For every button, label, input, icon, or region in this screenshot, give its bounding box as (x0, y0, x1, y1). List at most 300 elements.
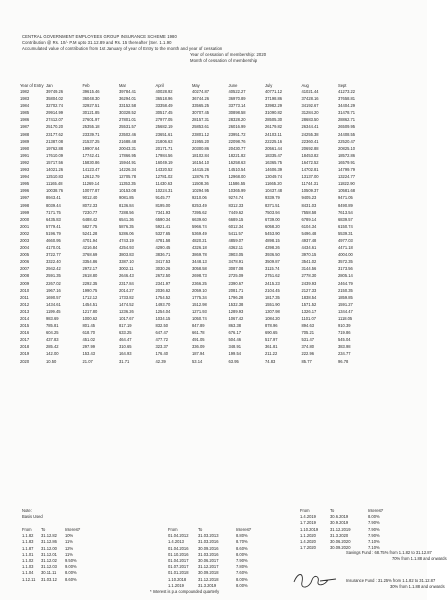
value-cell: 11430.63 (155, 181, 173, 187)
value-cell: 31090.82 (265, 110, 283, 116)
value-cell: 5539.31 (338, 230, 353, 236)
year-cell: 1998 (20, 202, 30, 208)
value-cell: 1034.15 (155, 316, 171, 321)
value-cell: 4898.15 (265, 237, 280, 243)
value-cell: 33982.29 (265, 103, 283, 109)
value-cell: 705.21 (301, 330, 315, 336)
value-cell: 1859.85 (338, 294, 353, 300)
value-cell: 33152.58 (119, 103, 137, 109)
value-cell: 1271.93 (192, 308, 207, 314)
table-row (20, 294, 375, 301)
year-cell: 2000 (20, 216, 30, 222)
value-cell: 12968.00 (228, 174, 246, 180)
value-cell: 37658.81 (338, 96, 356, 102)
value-cell: 832.50 (155, 323, 169, 329)
to-date: 31.3.2019 (198, 582, 217, 588)
value-cell: 1344.47 (338, 308, 353, 314)
to-header: To (198, 527, 203, 532)
value-cell: 1591.27 (338, 301, 353, 307)
value-cell: 1017.67 (119, 316, 134, 321)
value-cell: 14702.81 (301, 167, 319, 173)
value-cell: 1754.52 (155, 294, 171, 300)
value-cell: 9145.77 (155, 195, 171, 201)
value-cell: 30121.85 (82, 110, 100, 116)
value-cell: 1551.90 (265, 301, 280, 307)
value-cell: 2439.93 (301, 280, 317, 286)
value-cell: 11822.90 (338, 181, 355, 187)
value-cell: 1512.98 (192, 301, 207, 307)
value-cell: 2805.14 (338, 273, 353, 279)
value-cell: 40028.92 (155, 89, 173, 94)
value-cell: 1067.42 (228, 316, 244, 321)
value-cell: 23951.72 (228, 131, 246, 137)
value-cell: 25170.20 (46, 124, 64, 130)
from-date: 1.1.02 (22, 558, 34, 564)
table-row (20, 109, 375, 116)
value-cell: 3387.10 (119, 259, 134, 265)
value-cell: 8431.03 (301, 202, 317, 208)
value-cell: 5921.41 (155, 223, 171, 229)
value-cell: 11165.48 (46, 181, 63, 187)
interest-rate: 8.00% (236, 551, 248, 557)
value-cell: 6488.42 (82, 216, 98, 222)
value-cell: 2292.35 (82, 280, 98, 286)
to-date: 31.12.00 (41, 545, 57, 551)
value-cell: 40771.12 (265, 89, 283, 94)
value-cell: 33358.49 (155, 103, 173, 109)
from-date: 01.04.2016 (168, 545, 189, 551)
table-row (20, 287, 375, 294)
value-cell: 661.78 (192, 330, 205, 336)
value-cell: 96.78 (338, 358, 349, 364)
to-date: 31.03.12 (41, 576, 57, 582)
table-row (20, 223, 375, 230)
from-date: 01.01.2018 (168, 570, 189, 576)
value-cell: 8072.33 (82, 202, 98, 208)
month-header: April (155, 83, 164, 88)
value-cell: 30517.45 (155, 110, 173, 116)
value-cell: 2317.84 (119, 280, 134, 286)
value-cell: 2104.45 (265, 287, 280, 293)
year-cell: 2004 (20, 245, 30, 251)
value-cell: 31478.71 (338, 110, 356, 116)
value-cell: 1101.07 (301, 316, 316, 321)
interest-rate: 8.00% (236, 576, 248, 582)
value-cell: 16154.10 (192, 159, 210, 165)
to-date: 31.12.02 (41, 558, 57, 564)
table-row (20, 138, 375, 145)
table-row (20, 180, 375, 187)
rate-row (168, 570, 258, 576)
value-cell: 4004.00 (338, 252, 353, 258)
value-cell: 3448.13 (192, 259, 207, 265)
value-cell: 199.54 (228, 351, 242, 357)
year-cell: 2003 (20, 237, 30, 243)
value-cell: 5327.65 (155, 230, 171, 236)
to-date: 31.03.2013 (198, 533, 219, 539)
table-row (20, 187, 375, 194)
year-cell: 1986 (20, 117, 30, 123)
value-cell: 3936.50 (265, 252, 280, 258)
value-cell: 17742.41 (82, 152, 100, 158)
signature-mark (290, 568, 340, 592)
value-cell: 4660.95 (46, 237, 61, 243)
interest-rate: 7.60% (236, 570, 248, 576)
value-cell: 5496.48 (301, 230, 317, 236)
value-cell: 4859.07 (228, 237, 244, 243)
value-cell: 336.09 (192, 344, 205, 350)
value-cell: 8136.84 (119, 202, 134, 208)
value-cell: 633.25 (119, 330, 132, 336)
value-cell: 30707.45 (192, 110, 210, 116)
value-cell: 164.93 (119, 351, 132, 357)
value-cell: 31284.20 (301, 110, 319, 116)
value-cell: 3173.56 (338, 266, 353, 272)
year-cell: 1997 (20, 195, 30, 201)
value-cell: 618.70 (82, 330, 96, 336)
year-cell: 2012 (20, 301, 30, 307)
value-cell: 2972.17 (82, 266, 98, 272)
value-cell: 8253.49 (192, 202, 207, 208)
interest-header: Interest* (65, 527, 81, 532)
month-header: May (192, 83, 200, 88)
value-cell: 10581.68 (338, 188, 356, 194)
year-cell: 2013 (20, 308, 30, 314)
value-cell: 234.77 (338, 351, 351, 357)
interest-rate: 10% (65, 533, 74, 539)
value-cell: 28862.71 (338, 117, 356, 123)
value-cell: 20171.71 (155, 145, 173, 151)
value-cell: 383.98 (338, 344, 351, 350)
value-cell: 176.40 (155, 351, 169, 357)
year-cell: 1989 (20, 138, 30, 144)
value-cell: 14606.39 (265, 167, 283, 173)
month-header: July (265, 83, 273, 88)
table-row (20, 173, 375, 180)
value-cell: 14320.52 (155, 167, 173, 173)
interest-rate: 8.00% (65, 570, 77, 576)
value-cell: 34404.29 (338, 103, 356, 109)
value-cell: 53.14 (192, 358, 203, 364)
value-cell: 477.72 (155, 337, 169, 343)
value-cell: 22098.76 (228, 138, 246, 144)
value-cell: 17866.95 (119, 152, 137, 158)
year-cell: 1994 (20, 174, 30, 180)
value-cell: 40274.87 (192, 89, 210, 94)
value-cell: 1990.75 (82, 287, 98, 293)
to-date: 30.09.2018 (198, 570, 219, 576)
value-cell: 28683.50 (301, 117, 319, 123)
value-cell: 14415.26 (192, 167, 210, 173)
value-cell: 2942.42 (46, 266, 61, 272)
value-cell: 3903.05 (228, 252, 244, 258)
month-header: Mar (119, 83, 127, 88)
value-cell: 33773.14 (228, 103, 246, 109)
value-cell: 30898.58 (228, 110, 246, 116)
from-date: 1.10.2019 (300, 526, 319, 532)
value-cell: 1217.80 (82, 308, 98, 314)
value-cell: 1967.16 (46, 287, 61, 293)
table-row (20, 358, 375, 365)
year-of-entry-header: Year of Entry (20, 83, 44, 88)
interest-header: Interest* (236, 527, 252, 532)
value-cell: 348.91 (228, 344, 242, 350)
value-cell: 211.22 (265, 351, 278, 357)
savings-fund-label: Savings Fund : (346, 550, 374, 555)
table-row (20, 131, 375, 138)
value-cell: 676.17 (228, 330, 242, 336)
year-cell: 2019 (20, 351, 30, 357)
value-cell: 1712.12 (82, 294, 98, 300)
value-cell: 8312.33 (228, 202, 244, 208)
value-cell: 8490.89 (338, 202, 353, 208)
table-row (20, 145, 375, 152)
value-cell: 31.71 (119, 358, 130, 364)
from-date: 01.07.2017 (168, 564, 189, 570)
to-date: 31.12.01 (41, 551, 57, 557)
value-cell: 2366.25 (192, 280, 207, 286)
value-cell: 10153.08 (119, 188, 137, 194)
to-date: 30.06.2020 (330, 539, 351, 545)
value-cell: 6150.74 (338, 223, 353, 229)
value-cell: 4434.61 (301, 245, 317, 251)
value-cell: 361.81 (265, 344, 278, 350)
year-cell: 2017 (20, 337, 30, 343)
contribution-line: Contribution @ Rs. 10/- P.M upto 31.12.89 and Rs. 15 thereafter (Ser. 1.1.90 (22, 40, 172, 45)
value-cell: 36518.96 (155, 96, 173, 102)
value-cell: 5453.90 (265, 230, 280, 236)
table-row (20, 152, 375, 159)
value-cell: 3115.74 (265, 266, 280, 272)
value-cell: 24103.11 (265, 131, 282, 137)
interest-rate: 11% (65, 551, 73, 557)
year-cell: 2018 (20, 344, 30, 350)
value-cell: 7171.75 (46, 209, 61, 215)
from-header: From (300, 508, 310, 513)
from-date: 1.1.83 (22, 539, 34, 545)
interest-rate: 9.50% (65, 558, 77, 564)
to-header: To (41, 527, 46, 532)
basis-label: Basis Used (22, 514, 43, 520)
value-cell: 13049.74 (265, 174, 283, 180)
value-cell: 27601.97 (82, 117, 100, 123)
value-cell: 817.19 (119, 323, 132, 329)
value-cell: 6839.57 (338, 216, 353, 222)
value-cell: 1289.93 (228, 308, 244, 314)
table-row (20, 308, 375, 315)
value-cell: 1474.52 (119, 301, 134, 307)
value-cell: 7395.62 (192, 209, 207, 215)
description-line: Accumulated value of contribution from 1st January of year of Entry to the month and year of cessation (22, 46, 223, 51)
value-cell: 8943.41 (46, 195, 61, 201)
value-cell: 2150.35 (338, 287, 353, 293)
value-cell: 74.83 (265, 358, 276, 364)
value-cell: 12705.78 (119, 174, 137, 180)
table-row (20, 258, 375, 265)
value-cell: 36294.01 (119, 96, 137, 102)
value-cell: 3722.77 (46, 252, 61, 258)
value-cell: 1236.26 (119, 308, 134, 314)
from-date: 01.10.2016 (168, 551, 189, 557)
from-date: 01.04.2012 (168, 533, 189, 539)
value-cell: 8039.44 (46, 202, 61, 208)
value-cell: 690.65 (265, 330, 278, 336)
value-cell: 3541.02 (301, 259, 317, 265)
value-cell: 491.05 (192, 337, 205, 343)
value-cell: 5241.28 (82, 230, 98, 236)
value-cell: 26509.95 (338, 124, 356, 130)
value-cell: 2591.35 (46, 273, 61, 279)
value-cell: 1817.35 (265, 294, 280, 300)
from-date: 1.12.11 (22, 576, 36, 582)
value-cell: 142.00 (46, 351, 59, 357)
value-cell: 9012.40 (82, 195, 98, 201)
table-row (20, 329, 375, 336)
interest-rate: 11% (65, 539, 73, 545)
year-cell: 2014 (20, 316, 30, 321)
value-cell: 41021.44 (301, 89, 319, 94)
value-cell: 647.47 (155, 330, 169, 336)
value-cell: 297.99 (82, 344, 96, 350)
value-cell: 10294.95 (192, 188, 210, 194)
value-cell: 323.37 (155, 344, 169, 350)
value-cell: 23502.46 (119, 131, 137, 137)
value-cell: 30328.52 (119, 110, 137, 116)
contribution-table (20, 83, 375, 365)
from-date: 1.1.04 (22, 570, 34, 576)
value-cell: 6789.14 (301, 216, 317, 222)
value-cell: 5369.49 (192, 230, 207, 236)
value-cell: 1434.61 (46, 301, 61, 307)
value-cell: 10365.99 (228, 188, 246, 194)
table-row (20, 194, 375, 201)
value-cell: 11508.36 (192, 181, 209, 187)
value-cell: 3354.86 (82, 259, 98, 265)
value-cell: 26344.41 (301, 124, 319, 130)
to-header: To (330, 508, 335, 513)
to-date: 30.09.2020 (330, 545, 351, 551)
year-cell: 2005 (20, 252, 30, 258)
table-row (20, 336, 375, 343)
value-cell: 4820.21 (192, 237, 207, 243)
table-body (20, 88, 375, 365)
value-cell: 2725.09 (228, 273, 244, 279)
table-row (20, 265, 375, 272)
value-cell: 11586.55 (228, 181, 246, 187)
table-row (20, 280, 375, 287)
value-cell: 6739.00 (265, 216, 280, 222)
year-cell: 2016 (20, 330, 30, 336)
value-cell: 5966.74 (192, 223, 207, 229)
value-cell: 36970.89 (228, 96, 246, 102)
value-cell: 1307.98 (265, 308, 280, 314)
value-cell: 5411.57 (228, 230, 243, 236)
value-cell: 14510.54 (228, 167, 246, 173)
value-cell: 22520.47 (338, 138, 356, 144)
month-header: Feb (82, 83, 90, 88)
year-cell: 1991 (20, 152, 30, 158)
value-cell: 20825.10 (338, 145, 356, 151)
insurance-fund-label: Insurance Fund : (346, 578, 377, 583)
value-cell: 3509.87 (265, 259, 280, 265)
value-cell: 4701.94 (82, 237, 98, 243)
year-cell: 1983 (20, 96, 30, 102)
value-cell: 1254.04 (155, 308, 171, 314)
value-cell: 7341.93 (155, 209, 171, 215)
value-cell: 28505.30 (265, 117, 283, 123)
interest-header: Interest* (368, 508, 384, 513)
value-cell: 2390.67 (228, 280, 244, 286)
year-cell: 1985 (20, 110, 30, 116)
value-cell: 5286.06 (119, 230, 134, 236)
value-cell: 17984.56 (155, 152, 173, 158)
value-cell: 6639.60 (192, 216, 207, 222)
value-cell: 3058.58 (192, 266, 207, 272)
value-cell: 18102.84 (192, 152, 210, 158)
value-cell: 9471.05 (338, 195, 353, 201)
value-cell: 11269.14 (82, 181, 100, 187)
value-cell: 4977.03 (338, 237, 353, 243)
value-cell: 531.47 (301, 337, 315, 343)
value-cell: 15944.91 (119, 159, 137, 165)
table-row (20, 343, 375, 350)
year-cell: 1984 (20, 103, 30, 109)
interest-rate: 8.80% (236, 533, 248, 539)
from-date: 01.04.2017 (168, 558, 189, 564)
value-cell: 285.42 (46, 344, 59, 350)
value-cell: 27977.05 (155, 117, 173, 123)
from-date: 1.7.2020 (300, 545, 316, 551)
value-cell: 16472.52 (301, 159, 319, 165)
from-date: 1.10.2018 (168, 576, 187, 582)
value-cell: 1493.70 (155, 301, 171, 307)
value-cell: 32702.74 (46, 103, 64, 109)
year-cell: 2006 (20, 259, 30, 265)
year-cell: 2011 (20, 294, 29, 300)
to-date: 31.03.2016 (198, 539, 219, 545)
value-cell: 2341.97 (155, 280, 171, 286)
table-row (20, 166, 375, 173)
value-cell: 2751.62 (265, 273, 280, 279)
value-cell: 1326.17 (301, 308, 317, 314)
insurance-fund-line-1: 31.25% from 1.1.82 to 31.12.87 (377, 578, 436, 583)
value-cell: 1084.20 (265, 316, 280, 321)
value-cell: 3087.08 (228, 266, 244, 272)
from-date: 1.1.82 (22, 533, 34, 539)
value-cell: 1690.57 (46, 294, 61, 300)
year-cell: 2009 (20, 280, 30, 286)
to-date: 31.12.2018 (198, 576, 219, 582)
value-cell: 153.43 (82, 351, 96, 357)
value-cell: 3478.91 (228, 259, 244, 265)
from-header: From (168, 527, 178, 532)
value-cell: 374.80 (301, 344, 315, 350)
value-cell: 3144.56 (301, 266, 317, 272)
value-cell: 28157.31 (192, 117, 210, 123)
value-cell: 4937.48 (301, 237, 317, 243)
value-cell: 1118.05 (338, 316, 353, 321)
from-date: 1.1.87 (22, 545, 34, 551)
value-cell: 15717.56 (46, 159, 64, 165)
from-date: 1.7.2019 (300, 520, 316, 526)
value-cell: 12510.83 (46, 174, 64, 180)
value-cell: 10038.76 (46, 188, 64, 194)
value-cell: 2672.50 (155, 273, 171, 279)
value-cell: 34192.67 (301, 103, 319, 109)
value-cell: 8195.00 (155, 202, 171, 208)
savings-fund-line-1: 68.75% from 1.1.82 to 31.12.87 (374, 550, 432, 555)
interest-rate: 12% (65, 545, 74, 551)
